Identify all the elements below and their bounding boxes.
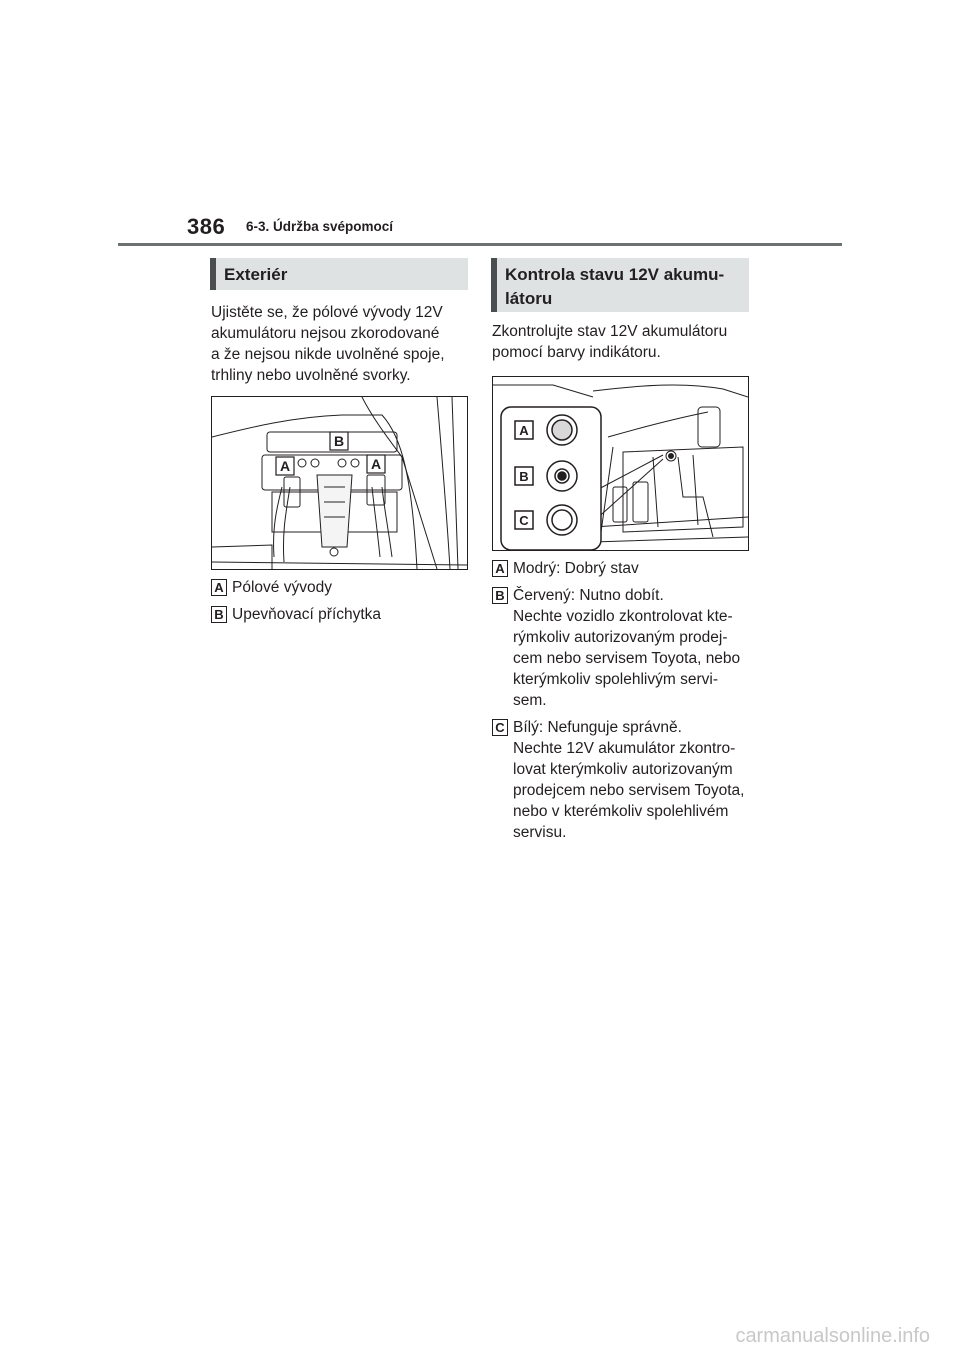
legend-text: Upevňovací příchytka — [232, 606, 382, 623]
legend-text-block — [513, 558, 639, 579]
legend-line: Bílý: Nefunguje správně. — [513, 719, 682, 736]
legend-item-red — [492, 585, 754, 711]
legend-text: Pólové vývody — [232, 579, 332, 596]
legend-key-box: C — [492, 719, 508, 736]
legend-line: cem nebo servisem Toyota, nebo — [513, 650, 741, 667]
heading-line: látoru — [505, 289, 553, 308]
legend-line: lovat kterýmkoliv autorizovaným — [513, 761, 733, 778]
battery-terminals-drawing — [212, 397, 467, 569]
battery-indicator-drawing — [493, 377, 748, 550]
figure-label-a-left: A — [279, 458, 291, 474]
exterior-paragraph-line: a že nejsou nikde uvolněné spoje, — [211, 346, 445, 363]
figure-label-b: B — [333, 433, 345, 449]
legend-line: Nechte 12V akumulátor zkontro- — [513, 740, 736, 757]
legend-key-box: A — [211, 579, 227, 596]
legend-line: Červený: Nutno dobít. — [513, 587, 664, 604]
indicator-label-c: C — [519, 513, 529, 528]
legend-line: sem. — [513, 692, 547, 709]
exterior-paragraph — [211, 302, 471, 386]
section-title: 6-3. Údržba svépomocí — [246, 219, 394, 234]
battery-indicator-illustration — [492, 376, 749, 551]
legend-text-block — [513, 585, 740, 711]
legend-item — [211, 577, 471, 598]
legend-line: Nechte vozidlo zkontrolovat kte- — [513, 608, 733, 625]
legend-key-box: B — [492, 587, 508, 604]
legend-line: servisu. — [513, 824, 567, 841]
page-number: 386 — [187, 214, 226, 239]
figure-label-a-right: A — [370, 456, 382, 472]
exterior-legend — [211, 577, 471, 625]
legend-line: prodejcem nebo servisem Toyota, — [513, 782, 745, 799]
legend-line: Modrý: Dobrý stav — [513, 560, 639, 577]
legend-item-blue — [492, 558, 754, 579]
legend-item-white — [492, 717, 754, 843]
legend-line: rýmkoliv autorizovaným prodej- — [513, 629, 728, 646]
watermark: carmanualsonline.info — [735, 1325, 930, 1347]
indicator-label-b: B — [519, 469, 529, 484]
indicator-legend — [492, 558, 754, 843]
heading-battery-check — [491, 258, 749, 312]
exterior-paragraph-line: Ujistěte se, že pólové vývody 12V — [211, 304, 443, 321]
header-divider — [118, 243, 842, 246]
legend-key-box: B — [211, 606, 227, 623]
heading-exterior-text: Exteriér — [224, 265, 288, 284]
heading-line: Kontrola stavu 12V akumu- — [505, 265, 725, 284]
indicator-label-a: A — [519, 423, 529, 438]
heading-exterior — [210, 258, 468, 290]
legend-item — [211, 604, 471, 625]
battery-check-paragraph — [492, 321, 752, 363]
battery-check-line: Zkontrolujte stav 12V akumulátoru — [492, 323, 728, 340]
exterior-paragraph-line: akumulátoru nejsou zkorodované — [211, 325, 440, 342]
legend-text-block — [513, 717, 744, 843]
legend-line: nebo v kterémkoliv spolehlivém — [513, 803, 729, 820]
legend-key-box: A — [492, 560, 508, 577]
legend-line: kterýmkoliv spolehlivým servi- — [513, 671, 718, 688]
battery-terminals-illustration — [211, 396, 468, 570]
battery-check-line: pomocí barvy indikátoru. — [492, 344, 661, 361]
exterior-paragraph-line: trhliny nebo uvolněné svorky. — [211, 367, 411, 384]
